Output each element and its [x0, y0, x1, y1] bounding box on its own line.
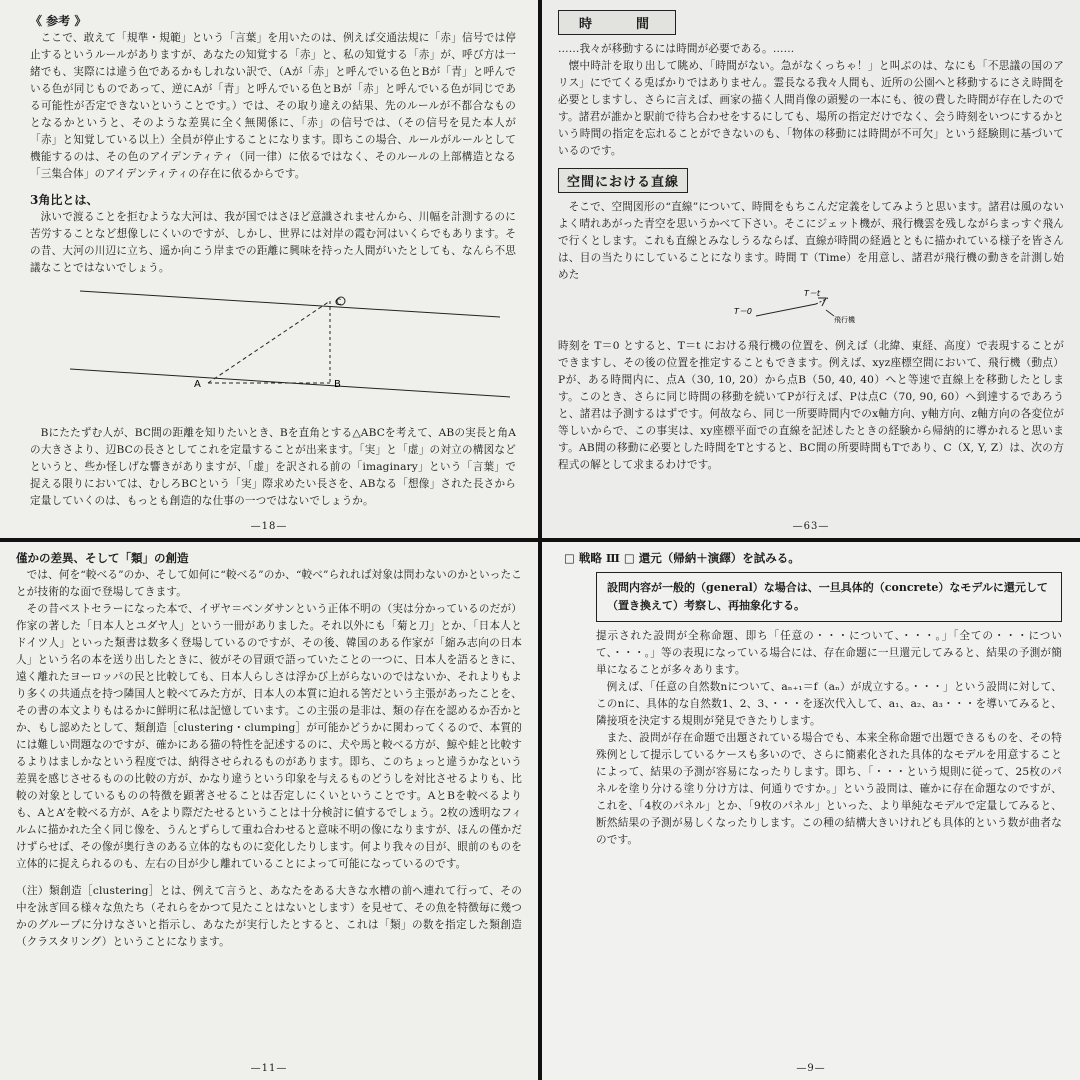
page-number: —18—	[250, 521, 288, 532]
heading-time: 時 間	[558, 10, 676, 35]
clustering-note: （注）類創造［clustering］とは、例えて言うと、あなたをある大きな水槽の前へ連れて行って、その中を泳ぎ回る様々な魚たち（それらをかつて見たことはないとします）を見せて、その魚を特徴毎に幾つかのグループに分けなさいと指示し、あなたが実行したとすると、これは「類」の数を指定した類創造（クラスタリング）ということになります。	[16, 885, 522, 948]
page-number: —11—	[250, 1063, 288, 1074]
bestseller-paragraph: その昔ベストセラーになった本で、イザヤ＝ベンダサンという正体不明の（実は分かっているのだが）作家の著した「日本人とユダヤ人」という一冊がありました。それ以外にも「菊と刀」とか、「日本人とドイツ人」といった類書は数多く登場しているのですが、その後、韓国のある作家が「縮み志向の日本人」という名の本を送り出したときに、彼がその冒頭で語っていたことの一つに、日本人を語るときに、遠く離れたヨーロッパの民と比較しても、日本人らしさは浮かび上がらないのではないか、それよりもより多くの共通点を持つ隣国人と較べてみた方が、日本人の本質に迫れる筈だという主張があったことを、その書の本文よりもはるかに鮮明に私は記憶しています。この主張の是非は、類の存在を認めるか否かとか、もし認めたとして、類創造［clustering・clumping］が可能かどうかに関わってくるので、本質的には難しい問題なのですが、確かにある猫の特性を記述するのに、犬や馬と較べる方が、鯨や蛙と比較するよりはましかなという程度では、納得させられるものがあります。即ち、このちょっと違うかなという差異を感じさせるものの比較の方が、かなり違うという印象を与えるものどうしを対比させるよりも、比較の対象としているものの特徴を顕著させることは否定しにくいということです。AとBを較べるよりも、AとA’を較べる方が、Aをより際だたせるということは十分検討に値するでしょう。2枚の透明なフィルムに描かれた全く同じ像を、うんとずらして重ね合わせると意味不明の像になりますが、ほんの僅かだけずらせば、その像が奥行きのある立体的なものに変化したりします。何より我々の目が、眼前のものを立体的に捉えられるのも、左右の目が少し離れていることによって可能になっているのです。	[16, 603, 522, 870]
reference-heading: 《 参考 》	[30, 14, 87, 28]
page-number: —63—	[792, 521, 830, 532]
time-paragraph: 懐中時計を取り出して眺め、「時間がない。急がなくっちゃ！」と叫ぶのは、なにも「不思議の国のアリス」にでてくる兎ばかりではありません。霊長なる我々人間も、近所の公園へと移動するにさえ時間を必要としますし、さらに言えば、画家の描く人間肖像の頭髪の一本にも、彼の費した時間が存在したのです。諸君が誰かと駅前で待ち合わせをするにしても、場所の指定だけでなく、会う時刻をいつにするかという時間の指定を忘れることができないのも、「物体の移動には時間が不可欠」という経験則に基づいているのです。	[558, 60, 1064, 157]
reference-paragraph: ここで、敢えて「規準・規範」という「言葉」を用いたのは、例えば交通法規に「赤」信号では停止するというルールがありますが、あなたの知覚する「赤」と、私の知覚する「赤」が、呼び方は一緒でも、実際には違う色であるかもしれない訳で、（Aが「赤」と呼んでいる色とBが「青」と呼んでいる色が同じものであって、逆にAが「青」と呼んでいる色とBが「赤」と呼んでいる色が同じである可能性が否定できないということです。）では、その取り違えの結果、先のルールが不都合なものとなるかというと、そのような差異に全く無関係に、「赤」の信号では、（その信号を見た本人が「赤」と知覚している以上）全員が停止することになります。即ちこの場合、ルールがルールとして機能するのは、その色のアイデンティティ（同一律）に依るではなく、そのルールの上部構造となる「三集合体」のアイデンティティの存在に依るからです。	[30, 32, 516, 180]
imaginary-paragraph: Bにたたずむ人が、BC間の距離を知りたいとき、Bを直角とする△ABCを考えて、ABの実長と角Aの大きさより、辺BCの長さとしてこれを定量することが出来ます。「実」と「虚」の対立の構図などというと、些か怪しげな響きがありますが、「虚」を訳される前の「imaginary」という「言葉」で捉える限りにおいては、むしろBCという「実」際求めたい長さを、ABなる「想像」された長さから定量していくのは、もっとも創造的な仕事の一つではないでしょうか。	[30, 427, 516, 507]
universal-paragraph: 提示された設問が全称命題、即ち「任意の・・・について、・・・。」「全ての・・・について、・・・。」等の表現になっている場合には、存在命題に一旦還元してみると、結果の予測が簡単になることが多々あります。	[596, 630, 1062, 676]
label-airplane: 飛行機	[834, 316, 855, 324]
triangle-diagram	[30, 283, 516, 423]
example-paragraph: 例えば、「任意の自然数nについて、aₙ₊₁＝f（aₙ）が成立する。・・・」という設問に対して、このnに、具体的な自然数1、2、3、・・・を逐次代入して、a₁、a₂、a₃・・・を導いてみると、隣接項を決定する規則が発見できたりします。	[596, 681, 1062, 727]
page-top-right	[542, 0, 1080, 538]
label-t-zero: T＝0	[734, 307, 752, 316]
label-t-t: T＝t	[804, 289, 821, 298]
point-a-label: A	[194, 379, 201, 390]
airplane-figure	[558, 284, 1064, 330]
page-number: —9—	[796, 1063, 826, 1074]
airplane-paragraph: 時刻を T＝0 とすると、T＝t における飛行機の位置を、例えば（北緯、東経、高度）で表現することができますし、その後の位置を推定することもできます。例えば、xyz座標空間において、飛行機（動点）Pが、ある時間内に、点A（30, 10, 20）から点B（50, 40, 40）へと等速で直線上を移動したとします。このとき、さらに同じ時間の移動を続いてPが行えば、Pは点C（70, 90, 60）へ到達するであろうと、諸君は予測するはずです。何故なら、同じ一所要時間内でのx軸方向、y軸方向、z軸方向の各変位が等しいからで、この事実は、xy座標平面での直線を記述したときの経験から帰納的に導かれると思います。AB間の移動に必要とした時間をTとすると、BC間の所要時間もTであり、C（X, Y, Z）は、次の方程式の解として求まるわけです。	[558, 340, 1064, 471]
line-paragraph: そこで、空間図形の“直線”について、時間をもちこんだ定義をしてみようと思います。諸君は風のないよく晴れあがった青空を思いうかべて下さい。そこにジェット機が、飛行機雲を残しながらまっすぐ飛んで行くとします。これも直線とみなしうるならば、直線が時間の経過とともに描かれている様子を皆さんは、目の当たりにしていることになります。時間 T（Time）を用意し、諸君が飛行機の動きを計測し始めた	[558, 201, 1064, 281]
heading-line-in-space: 空間における直線	[558, 168, 688, 193]
river-paragraph: 泳いで渡ることを拒むような大河は、我が国ではさほど意識されませんから、川幅を計測するのに苦労することなど想像しにくいのですが、しかし、世界には対岸の霞む河はいくらでもあります。その昔、大河の川辺に立ち、遥か向こう岸までの距離に興味を持った人間がいたとしても、なんら不思議なことではないでしょう。	[30, 211, 516, 274]
page-bottom-right	[542, 542, 1080, 1080]
section-heading: 僅かの差異、そして「類」の創造	[16, 551, 189, 565]
point-c-label: C	[335, 298, 342, 308]
strategy-heading: □ 戦略 Ⅲ □ 還元（帰納＋演繹）を試みる。	[564, 551, 800, 565]
existence-paragraph: また、設問が存在命題で出題されている場合でも、本来全称命題で出題できるものを、その特殊例として提示しているケースも多いので、さらに簡素化された具体的なモデルを用意することによって、結果の予測が容易になったりします。即ち、「・・・という規則に従って、25枚のパネルを塗り分ける塗り分け方は、何通りですか。」という設問は、確かに存在命題なのですが、これを、「4枚のパネル」とか、「9枚のパネル」といった、より単純なモデルで定量してみると、断然結果の予測が易しくなったりします。この種の結構大きいけれども具体的という数が曲者なのです。	[596, 732, 1062, 846]
intro-line: ……我々が移動するには時間が必要である。……	[558, 43, 795, 55]
boxed-strategy: 設問内容が一般的（general）な場合は、一旦具体的（concrete）なモデルに還元して（置き換えて）考察し、再抽象化する。	[596, 572, 1062, 622]
compare-intro: では、何を“較べる”のか、そして如何に“較べる”のか、“較べ”られれば対象は問わないのかといったことが技術的な面で登場してきます。	[16, 569, 522, 598]
page-top-left	[0, 0, 538, 538]
point-b-label: B	[334, 379, 341, 390]
section-title: 3角比とは、	[30, 193, 99, 207]
page-bottom-left	[0, 542, 538, 1080]
